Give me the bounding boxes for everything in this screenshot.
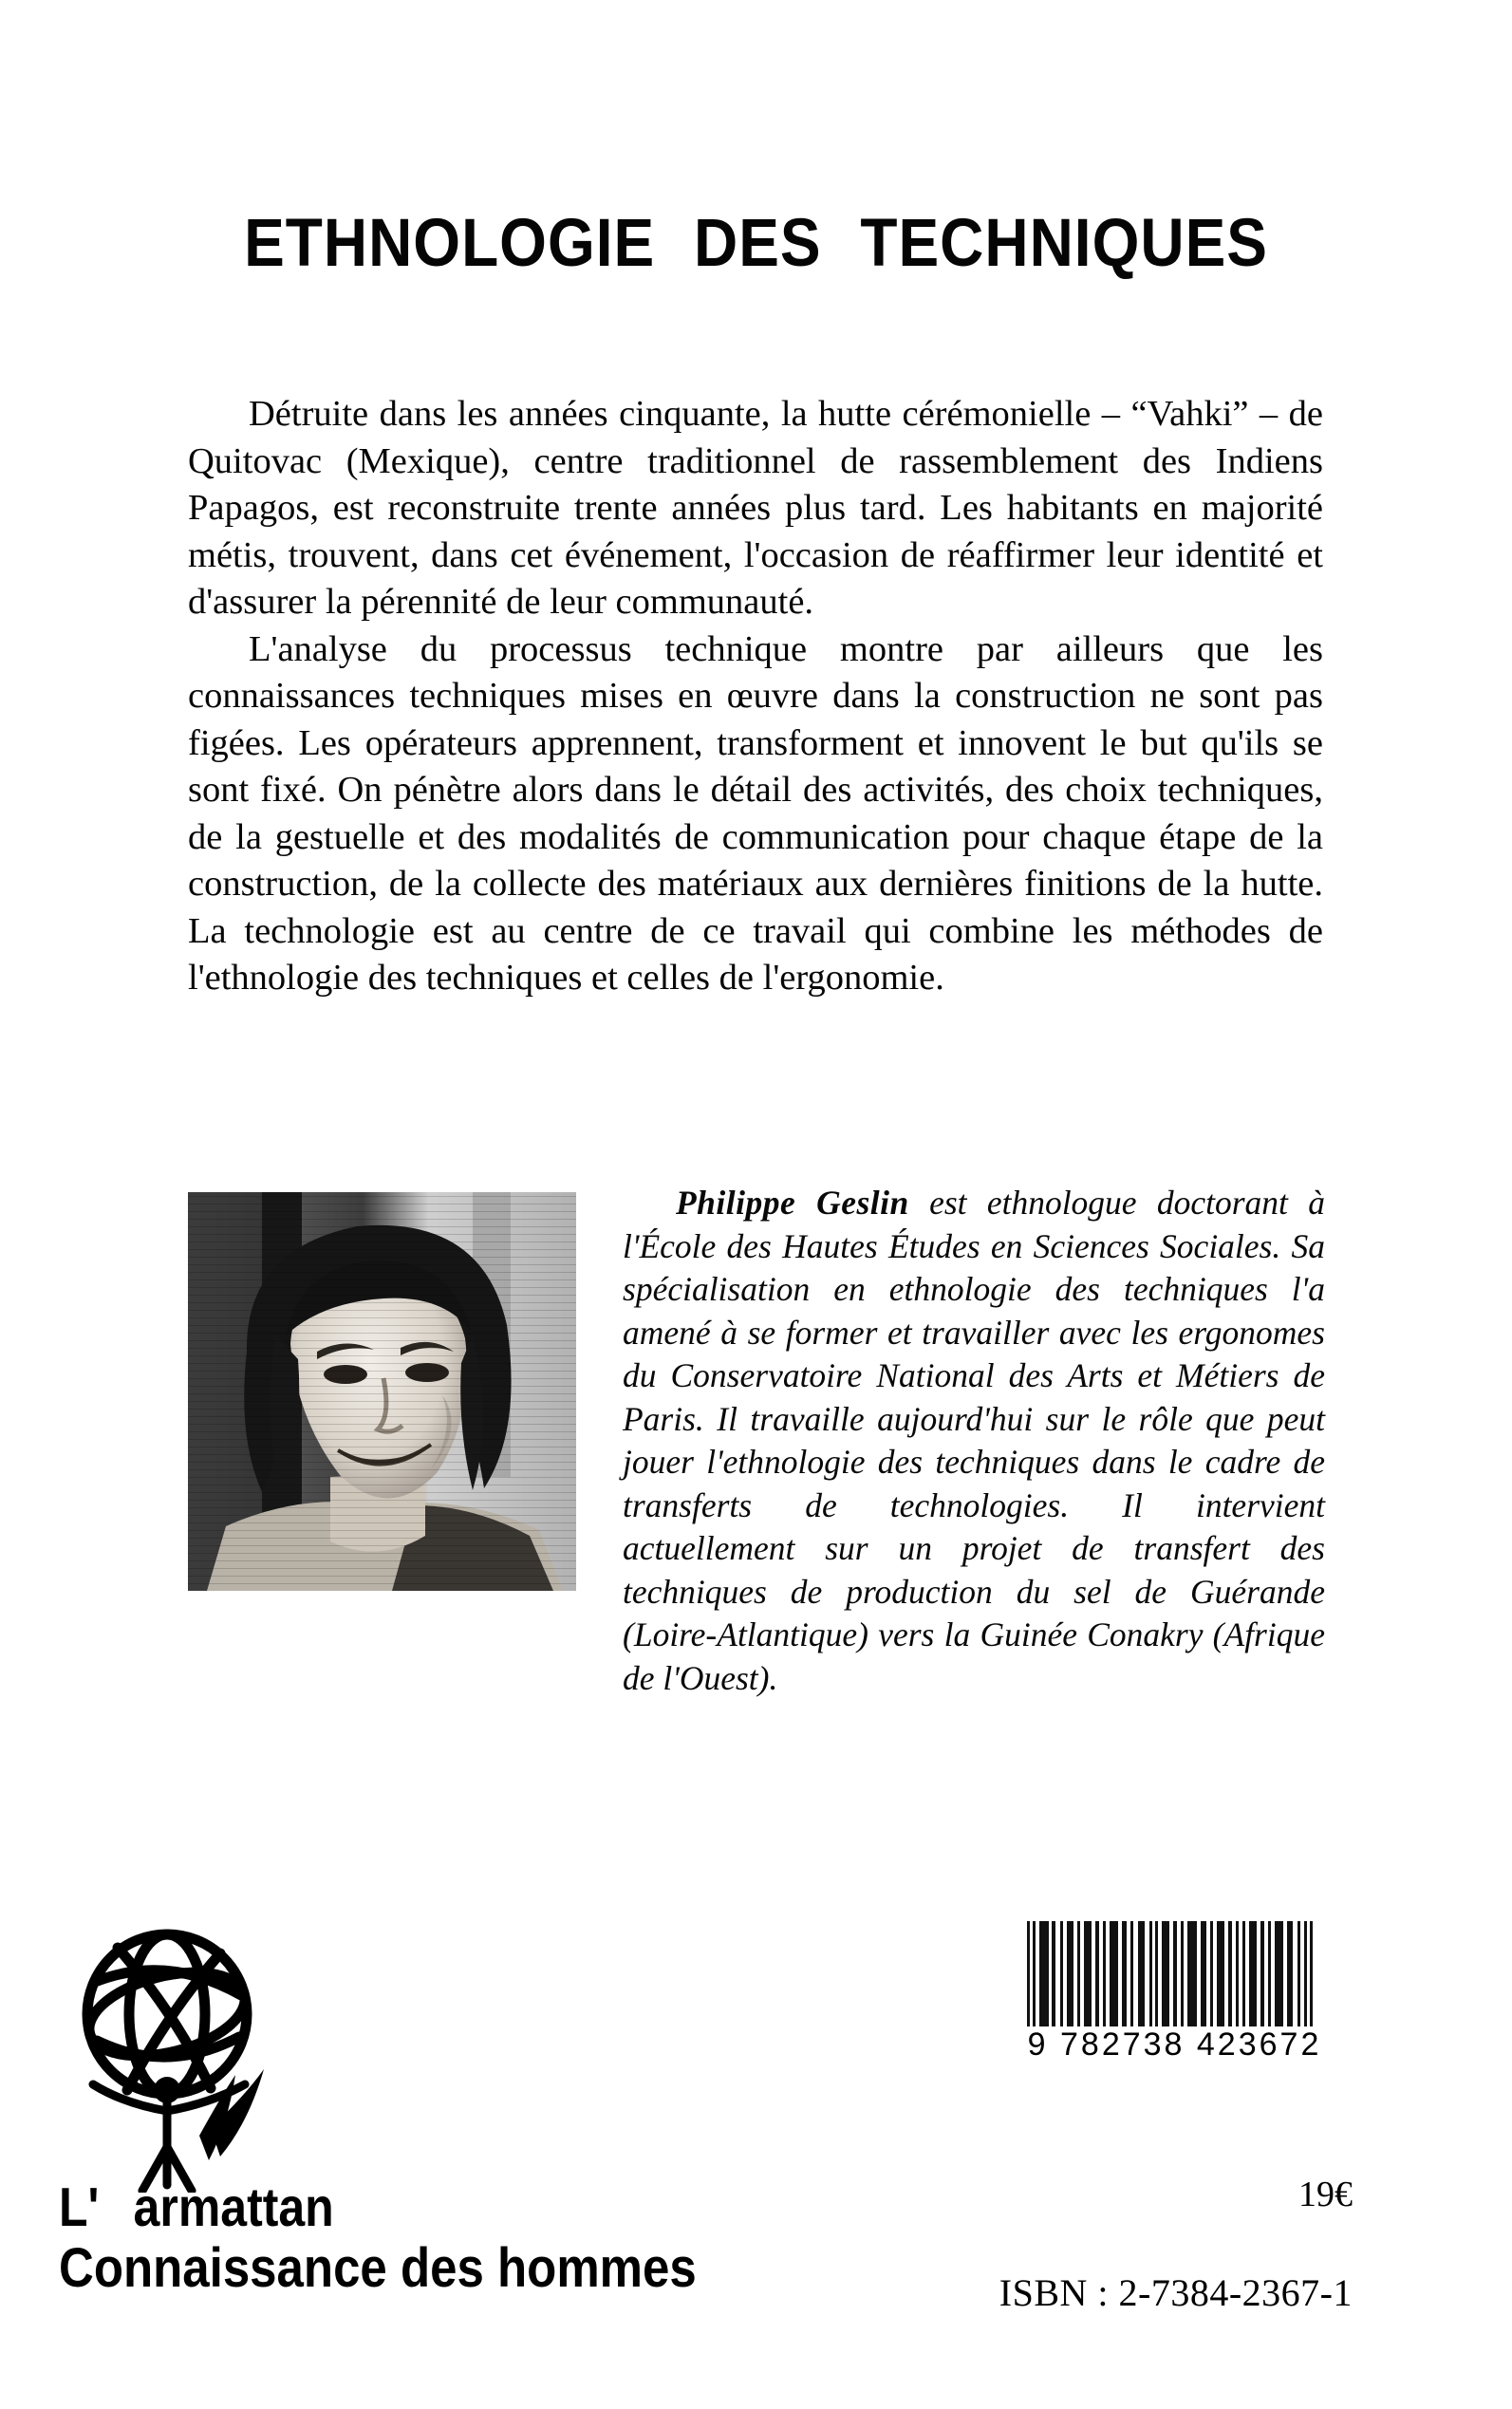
author-bio-rest: est ethnologue doctorant à l'École des Hautes Études en Sciences Sociales. Sa spécialisation en ethnologie des techniques l'a amené à se former et travailler avec les ergonomes du Conservatoire National des Arts et Métiers de Paris. Il travaille aujourd'hui sur le rôle que peut jouer l'ethnologie des techniques dans le cadre de transferts de technologies. Il intervient actuellement sur un projet de transfert des techniques de production du sel de Guérande (Loire-Atlantique) vers la Guinée Conakry (Afrique de l'Ouest). <box>623 1184 1325 1697</box>
barcode-block <box>1025 1921 1324 2082</box>
harmattan-globe-logo-icon <box>68 1908 277 2193</box>
blurb-paragraph-1: Détruite dans les années cinquante, la hutte cérémonielle – “Vahki” – de Quitovac (Mexique), centre traditionnel de rassemblement des Indiens Papagos, est reconstruite trente années plus tard. Les habitants en majorité métis, trouvent, dans cet événement, l'occasion de réaffirmer leur identité et d'assurer la pérennité de leur communauté. <box>188 394 1323 622</box>
publisher-name-rest: armattan <box>133 2176 334 2238</box>
barcode-digits: 9 782738 423672 <box>1027 2026 1322 2063</box>
publisher-name-h <box>99 2176 133 2237</box>
blurb-text <box>188 391 1323 1002</box>
author-section <box>188 1182 1327 1770</box>
portrait-illustration <box>188 1192 576 1591</box>
publisher-series: Connaissance des hommes <box>59 2236 697 2299</box>
price-label: 19€ <box>1298 2175 1353 2214</box>
globe-icon <box>68 1908 277 2193</box>
author-bio-paragraph <box>623 1182 1325 1700</box>
page-title: ETHNOLOGIE DES TECHNIQUES <box>244 204 1268 281</box>
author-portrait-photo <box>188 1192 576 1591</box>
publisher-name <box>59 2176 334 2239</box>
publisher-name-prefix: L' <box>59 2176 100 2238</box>
ean13-barcode-icon <box>1025 1921 1324 2043</box>
isbn-label: ISBN : 2-7384-2367-1 <box>999 2271 1353 2314</box>
blurb-paragraph-2: L'analyse du processus technique montre par ailleurs que les connaissances techniques mises en œuvre dans la construction ne sont pas figées. Les opérateurs apprennent, transforment et innovent le but qu'ils se sont fixé. On pénètre alors dans le détail des activités, des choix techniques, de la gestuelle et des modalités de communication pour chaque étape de la construction, de la collecte des matériaux aux dernières finitions de la hutte. La technologie est au centre de ce travail qui combine les méthodes de l'ethnologie des techniques et celles de l'ergonomie. <box>188 628 1323 998</box>
author-bio <box>623 1182 1325 1700</box>
publisher-block <box>59 1908 818 2325</box>
author-name: Philippe Geslin <box>676 1184 909 1222</box>
